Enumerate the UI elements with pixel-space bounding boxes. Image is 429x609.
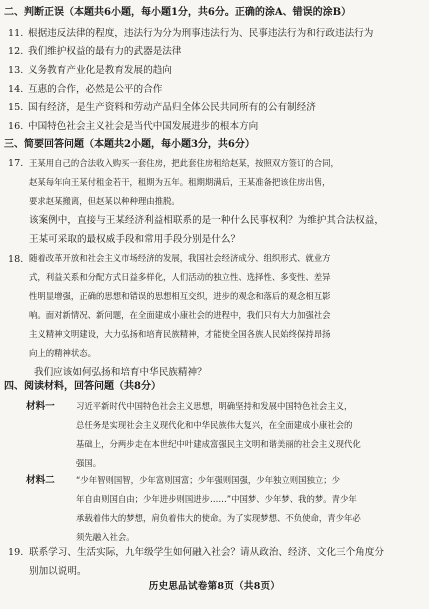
question-number: 12.	[8, 46, 24, 57]
text-line: 向上的精神状态。	[29, 348, 96, 358]
section-heading-judgment: 二、判断正误（本题共6小题，每小题1分，共6分。正确的涂A、错误的涂B）	[4, 7, 352, 18]
question-text: 我们维护权益的最有力的武器是法律	[28, 46, 182, 57]
material-2-label: 材料二	[26, 475, 55, 486]
material-line: 年自由则国自由；少年进步则国进步……”中国梦、少年梦、我的梦。青少年	[76, 494, 357, 504]
material-line: 须先融入社会。	[76, 532, 135, 542]
question-text: 中国特色社会主义社会是当代中国发展进步的根本方向	[28, 121, 259, 132]
question-16	[8, 121, 258, 133]
question-text: 国有经济，是生产资料和劳动产品归全体公民共同所有的公有制经济	[28, 102, 316, 113]
material-2-text	[76, 471, 422, 547]
question-text: 根据违反法律的程度，违法行为分为刑事违法行为、民事违法行为和行政违法行为	[28, 28, 374, 39]
question-18-text	[29, 249, 422, 363]
ask-line: 该案例中，直接与王某经济利益相联系的是一种什么民事权利？为维护其合法权益，	[29, 215, 384, 226]
question-12	[8, 46, 182, 58]
text-line: 性明显增强，正确的思想和错误的思想相互交织，进步的观念和落后的观念相互影	[29, 291, 331, 301]
question-text: 互惠的合作，必然是公平的合作	[28, 84, 163, 95]
question-18-ask: 我们应该如何弘扬和培育中华民族精神？	[34, 367, 207, 378]
question-11	[8, 28, 373, 40]
question-number: 14.	[8, 84, 24, 95]
page-footer: 历史思品试卷第8页（共8页）	[148, 581, 281, 592]
question-number: 11.	[8, 28, 24, 39]
question-17-ask	[29, 211, 422, 249]
material-line: 习近平新时代中国特色社会主义思想，明确坚持和发展中国特色社会主义，	[76, 401, 353, 411]
text-line: 别加以说明。	[29, 566, 87, 577]
material-line: 基础上，分两步走在本世纪中叶建成富强民主文明和谐美丽的社会主义现代化	[76, 439, 361, 449]
question-19-text	[29, 543, 422, 581]
question-number-18: 18.	[8, 254, 24, 265]
case-line: 赵某每年向王某付租金若干，租期为五年。租期期满后，王某准备把该住房出售，	[29, 177, 331, 187]
material-1-text	[76, 397, 422, 473]
question-14	[8, 84, 162, 96]
material-1-label: 材料一	[26, 401, 55, 412]
material-line: 承载着伟大的梦想，肩负着伟大的使命。为了实现梦想、不负使命，青少年必	[76, 513, 361, 523]
material-line: 强国。	[76, 458, 102, 468]
material-line: “少年智则国智，少年富则国富；少年强则国强，少年独立则国独立；少	[76, 475, 340, 485]
text-line: 主义精神文明建设，大力弘扬和培育民族精神，才能使全国各族人民始终保持昂扬	[29, 329, 331, 339]
question-17-case	[29, 154, 422, 211]
question-13	[8, 65, 172, 77]
question-number: 16.	[8, 121, 24, 132]
section-heading-reading: 四、阅读材料，回答问题（共8分）	[4, 381, 161, 392]
case-line: 王某用自己的合法收入购买一套住房，把此套住房租给赵某，按照双方签订的合同，	[29, 158, 339, 168]
text-line: 式，利益关系和分配方式日益多样化，人们活动的独立性、选择性、多变性、差异	[29, 272, 331, 282]
ask-line: 王某可采取的最权威手段和常用手段分别是什么？	[29, 234, 241, 245]
text-line: 随着改革开放和社会主义市场经济的发展，我国社会经济成分、组织形式、就业方	[29, 253, 331, 263]
text-line: 联系学习、生活实际，九年级学生如何融入社会？请从政治、经济、文化三个角度分	[29, 547, 384, 558]
case-line: 要求赵某搬离，但赵某以种种理由推脱。	[29, 196, 180, 206]
question-number-17: 17.	[8, 158, 24, 169]
section-heading-short-answer: 三、简要回答问题（本题共2小题，每小题3分，共6分）	[4, 139, 255, 150]
text-line: 响。面对新情况、新问题，在全面建成小康社会的进程中，我们只有大力加强社会	[29, 310, 331, 320]
question-number: 15.	[8, 102, 24, 113]
material-line: 总任务是实现社会主义现代化和中华民族伟大复兴，在全面建成小康社会的	[76, 420, 353, 430]
question-number: 13.	[8, 65, 24, 76]
question-number-19: 19.	[8, 547, 24, 558]
question-text: 义务教育产业化是教育发展的趋向	[28, 65, 172, 76]
question-15	[8, 102, 316, 114]
